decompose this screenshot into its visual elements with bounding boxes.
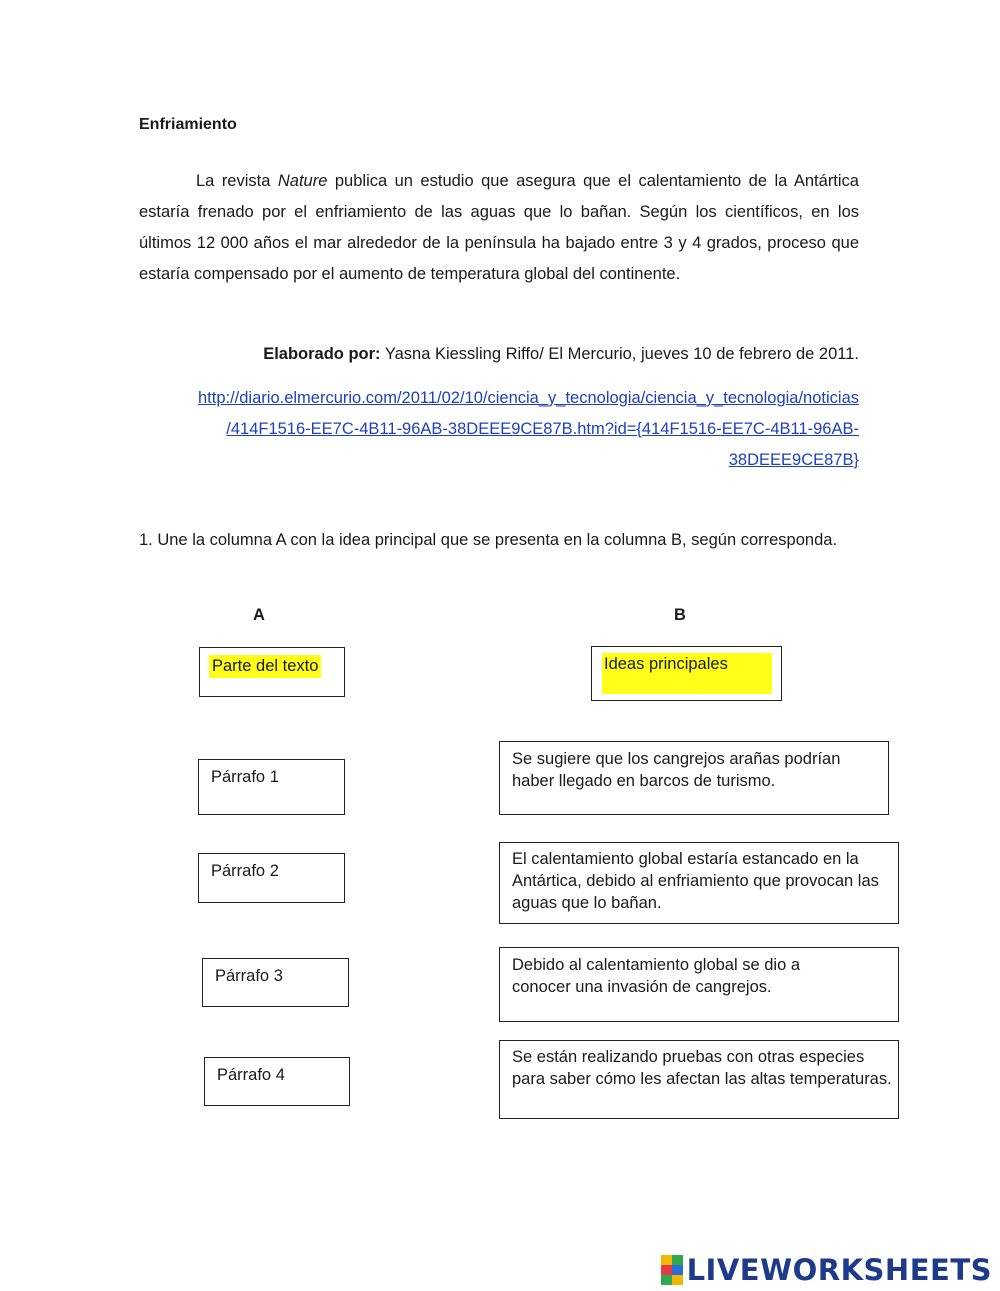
- column-b-title-box: [591, 646, 782, 701]
- liveworksheets-logo-text: LIVEWORKSHEETS: [686, 1253, 992, 1287]
- column-b-item[interactable]: Se sugiere que los cangrejos arañas podrían haber llegado en barcos de turismo.: [499, 741, 889, 815]
- column-a-header: A: [253, 606, 265, 624]
- column-a-title: Parte del texto: [209, 655, 321, 678]
- column-b-item[interactable]: Se están realizando pruebas con otras especies para saber cómo les afectan las altas temperaturas.: [499, 1040, 899, 1119]
- source-link[interactable]: http://diario.elmercurio.com/2011/02/10/ciencia_y_tecnologia/ciencia_y_tecnologia/noticias /414F1516-EE7C-4B11-96AB-38DEEE9CE87B.htm?id={414F1516-EE7C-4B11-96AB- 38DEEE9CE87B}: [197, 389, 859, 469]
- column-a-item[interactable]: Párrafo 4: [204, 1057, 350, 1106]
- byline: Elaborado por: Yasna Kiessling Riffo/ El Mercurio, jueves 10 de febrero de 2011.: [263, 345, 859, 363]
- liveworksheets-logo: [661, 1252, 992, 1288]
- column-a-item[interactable]: Párrafo 3: [202, 958, 349, 1007]
- liveworksheets-logo-icon: [661, 1255, 683, 1285]
- column-a-item[interactable]: Párrafo 2: [198, 853, 345, 903]
- column-a-item[interactable]: Párrafo 1: [198, 759, 345, 815]
- magazine-name: Nature: [277, 172, 328, 190]
- column-b-item[interactable]: Debido al calentamiento global se dio a conocer una invasión de cangrejos.: [499, 947, 899, 1022]
- document-title: Enfriamiento: [139, 116, 237, 133]
- column-b-header: B: [674, 606, 686, 624]
- column-b-item[interactable]: El calentamiento global estaría estancado en la Antártica, debido al enfriamiento que provocan las aguas que lo bañan.: [499, 842, 899, 924]
- column-b-title: Ideas principales: [604, 655, 728, 673]
- article-paragraph: La revista Nature publica un estudio que asegura que el calentamiento de la Antártica estaría frenado por el enfriamiento de las aguas que lo bañan. Según los científicos, en los últimos 12 000 años el mar alrededor de la península ha bajado entre 3 y 4 grados, proceso que estaría compensado por el aumento de temperatura global del continente.: [139, 172, 859, 283]
- question-1: 1. Une la columna A con la idea principal que se presenta en la columna B, según corresponda.: [139, 531, 838, 549]
- column-a-title-box: [199, 647, 345, 697]
